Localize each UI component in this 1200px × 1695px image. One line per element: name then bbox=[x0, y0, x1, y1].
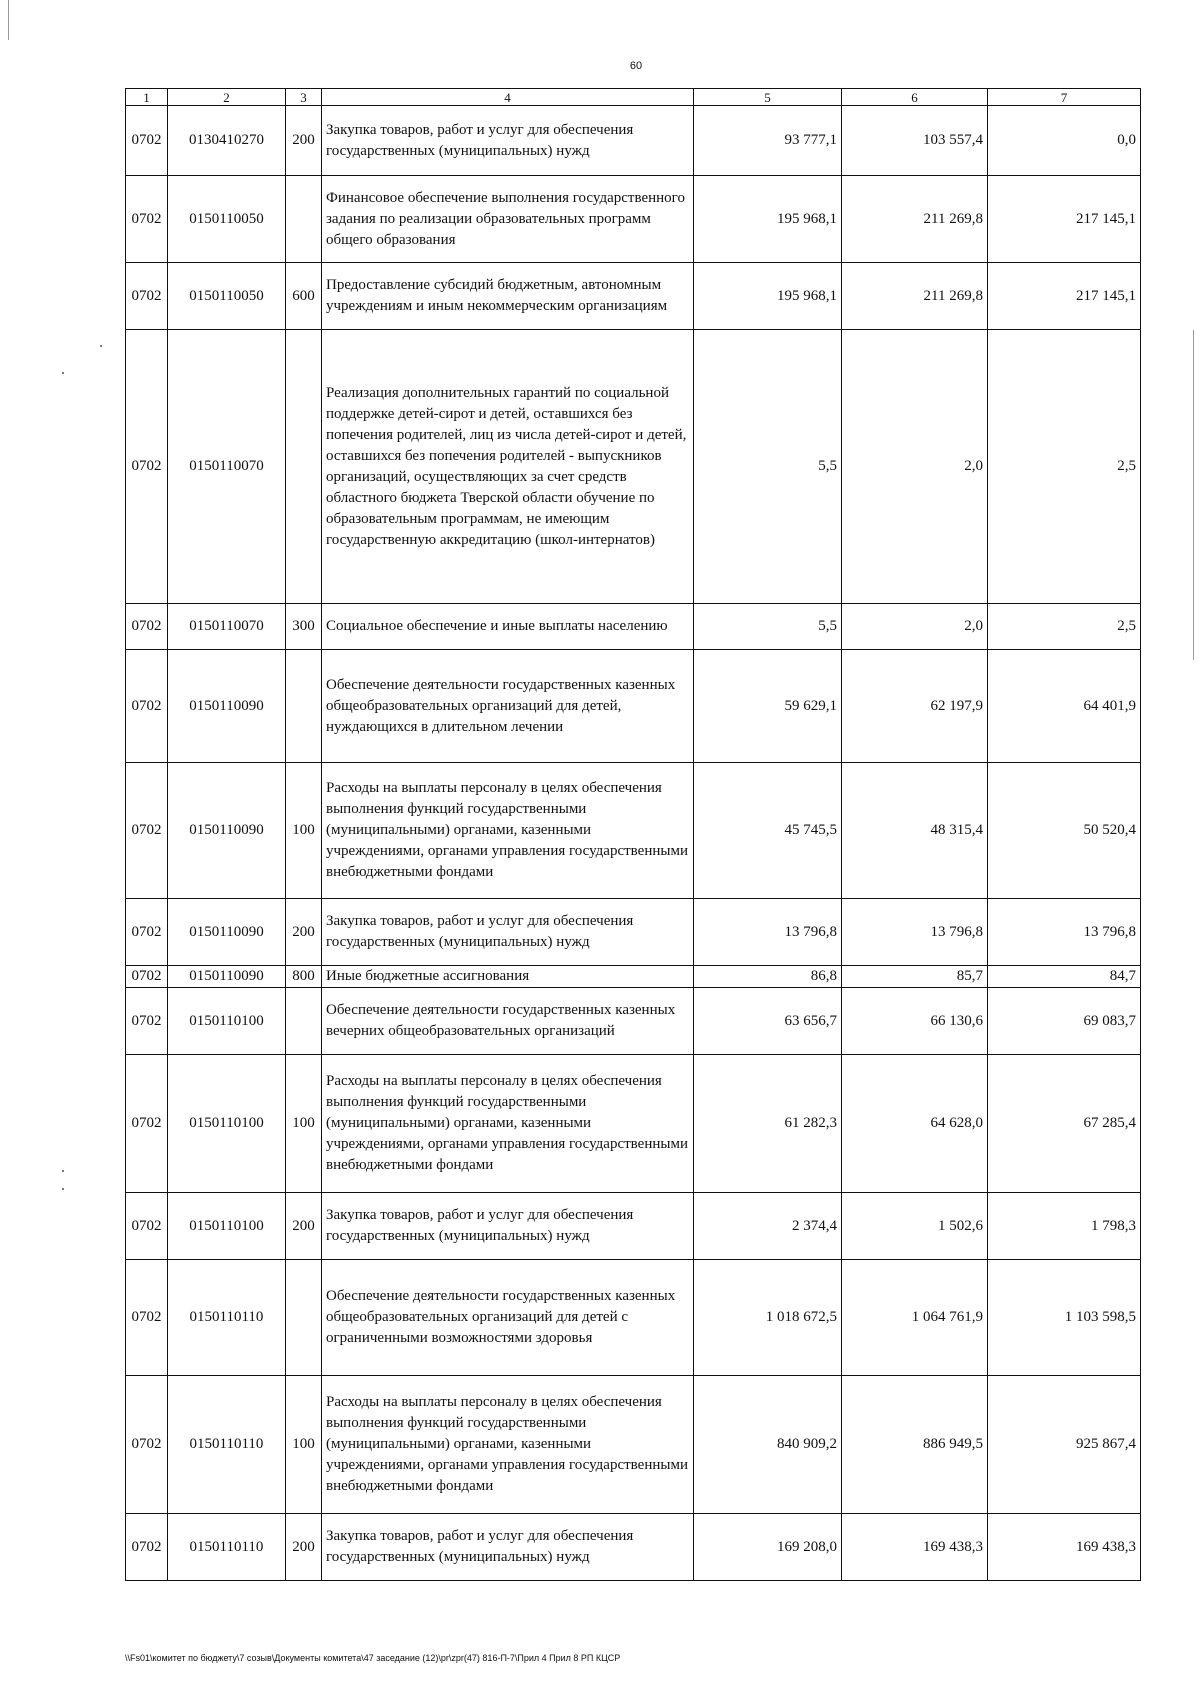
expense-name: Расходы на выплаты персоналу в целях обеспечения выполнения функций государственными (муниципальными) органами, казенными учреждениями, органами управления государственными внебюджетными фондами bbox=[322, 763, 694, 899]
section-code: 0702 bbox=[126, 1055, 168, 1193]
amount-year-2: 886 949,5 bbox=[842, 1376, 988, 1514]
table-row bbox=[126, 1514, 1141, 1581]
amount-year-3: 67 285,4 bbox=[988, 1055, 1141, 1193]
expense-name: Закупка товаров, работ и услуг для обеспечения государственных (муниципальных) нужд bbox=[322, 1193, 694, 1260]
table-row bbox=[126, 263, 1141, 330]
section-code: 0702 bbox=[126, 263, 168, 330]
expense-type-code: 100 bbox=[286, 1376, 322, 1514]
amount-year-2: 211 269,8 bbox=[842, 176, 988, 263]
column-number: 3 bbox=[286, 89, 322, 106]
expense-name: Финансовое обеспечение выполнения государственного задания по реализации образовательных программ общего образования bbox=[322, 176, 694, 263]
amount-year-1: 59 629,1 bbox=[694, 650, 842, 763]
amount-year-1: 86,8 bbox=[694, 966, 842, 988]
section-code: 0702 bbox=[126, 604, 168, 650]
expense-name: Социальное обеспечение и иные выплаты населению bbox=[322, 604, 694, 650]
scan-edge-line bbox=[1193, 330, 1194, 660]
expense-name: Расходы на выплаты персоналу в целях обеспечения выполнения функций государственными (муниципальными) органами, казенными учреждениями, органами управления государственными внебюджетными фондами bbox=[322, 1055, 694, 1193]
amount-year-3: 217 145,1 bbox=[988, 176, 1141, 263]
amount-year-2: 2,0 bbox=[842, 330, 988, 604]
amount-year-3: 1 798,3 bbox=[988, 1193, 1141, 1260]
amount-year-1: 840 909,2 bbox=[694, 1376, 842, 1514]
amount-year-3: 2,5 bbox=[988, 330, 1141, 604]
scan-edge-line bbox=[8, 0, 9, 40]
target-item-code: 0150110110 bbox=[168, 1260, 286, 1376]
amount-year-1: 45 745,5 bbox=[694, 763, 842, 899]
expense-name: Обеспечение деятельности государственных казенных общеобразовательных организаций для детей с ограниченными возможностями здоровья bbox=[322, 1260, 694, 1376]
section-code: 0702 bbox=[126, 1193, 168, 1260]
amount-year-1: 5,5 bbox=[694, 330, 842, 604]
expense-type-code: 100 bbox=[286, 1055, 322, 1193]
table-row bbox=[126, 176, 1141, 263]
section-code: 0702 bbox=[126, 176, 168, 263]
target-item-code: 0150110110 bbox=[168, 1376, 286, 1514]
expense-name: Закупка товаров, работ и услуг для обеспечения государственных (муниципальных) нужд bbox=[322, 106, 694, 176]
amount-year-2: 48 315,4 bbox=[842, 763, 988, 899]
table-row bbox=[126, 966, 1141, 988]
table-row bbox=[126, 988, 1141, 1055]
scan-speck bbox=[62, 372, 64, 374]
amount-year-2: 66 130,6 bbox=[842, 988, 988, 1055]
column-number: 5 bbox=[694, 89, 842, 106]
amount-year-1: 195 968,1 bbox=[694, 176, 842, 263]
scan-speck bbox=[62, 1170, 64, 1172]
amount-year-3: 50 520,4 bbox=[988, 763, 1141, 899]
target-item-code: 0150110100 bbox=[168, 1055, 286, 1193]
table-row bbox=[126, 106, 1141, 176]
target-item-code: 0150110070 bbox=[168, 604, 286, 650]
section-code: 0702 bbox=[126, 763, 168, 899]
amount-year-3: 169 438,3 bbox=[988, 1514, 1141, 1581]
section-code: 0702 bbox=[126, 1514, 168, 1581]
amount-year-1: 61 282,3 bbox=[694, 1055, 842, 1193]
amount-year-1: 195 968,1 bbox=[694, 263, 842, 330]
table-row bbox=[126, 330, 1141, 604]
file-path-footer: \\Fs01\комитет по бюджету\7 созыв\Документы комитета\47 заседание (12)\pr\zpr(47) 816-П-7\Прил 4 Прил 8 РП КЦСР bbox=[125, 1653, 621, 1663]
section-code: 0702 bbox=[126, 650, 168, 763]
column-number-row bbox=[126, 89, 1141, 106]
target-item-code: 0130410270 bbox=[168, 106, 286, 176]
target-item-code: 0150110070 bbox=[168, 330, 286, 604]
section-code: 0702 bbox=[126, 988, 168, 1055]
target-item-code: 0150110100 bbox=[168, 988, 286, 1055]
expense-name: Предоставление субсидий бюджетным, автономным учреждениям и иным некоммерческим организациям bbox=[322, 263, 694, 330]
section-code: 0702 bbox=[126, 966, 168, 988]
expense-type-code: 200 bbox=[286, 1193, 322, 1260]
amount-year-1: 5,5 bbox=[694, 604, 842, 650]
table-row bbox=[126, 604, 1141, 650]
expense-type-code bbox=[286, 330, 322, 604]
table-row bbox=[126, 1376, 1141, 1514]
expense-name: Обеспечение деятельности государственных казенных общеобразовательных организаций для детей, нуждающихся в длительном лечении bbox=[322, 650, 694, 763]
target-item-code: 0150110100 bbox=[168, 1193, 286, 1260]
expense-type-code bbox=[286, 1260, 322, 1376]
target-item-code: 0150110090 bbox=[168, 650, 286, 763]
expense-type-code bbox=[286, 176, 322, 263]
expense-name: Закупка товаров, работ и услуг для обеспечения государственных (муниципальных) нужд bbox=[322, 899, 694, 966]
column-number: 1 bbox=[126, 89, 168, 106]
amount-year-2: 1 064 761,9 bbox=[842, 1260, 988, 1376]
table-row bbox=[126, 650, 1141, 763]
amount-year-2: 103 557,4 bbox=[842, 106, 988, 176]
amount-year-1: 2 374,4 bbox=[694, 1193, 842, 1260]
amount-year-2: 62 197,9 bbox=[842, 650, 988, 763]
expense-type-code: 600 bbox=[286, 263, 322, 330]
expense-type-code: 200 bbox=[286, 1514, 322, 1581]
amount-year-3: 13 796,8 bbox=[988, 899, 1141, 966]
amount-year-3: 217 145,1 bbox=[988, 263, 1141, 330]
amount-year-3: 0,0 bbox=[988, 106, 1141, 176]
amount-year-1: 13 796,8 bbox=[694, 899, 842, 966]
column-number: 4 bbox=[322, 89, 694, 106]
table-row bbox=[126, 763, 1141, 899]
expense-type-code: 800 bbox=[286, 966, 322, 988]
section-code: 0702 bbox=[126, 106, 168, 176]
scan-speck bbox=[62, 1188, 64, 1190]
section-code: 0702 bbox=[126, 330, 168, 604]
expense-type-code: 200 bbox=[286, 899, 322, 966]
target-item-code: 0150110110 bbox=[168, 1514, 286, 1581]
column-number: 7 bbox=[988, 89, 1141, 106]
amount-year-3: 2,5 bbox=[988, 604, 1141, 650]
amount-year-3: 64 401,9 bbox=[988, 650, 1141, 763]
page-number: 60 bbox=[629, 60, 643, 72]
amount-year-2: 64 628,0 bbox=[842, 1055, 988, 1193]
amount-year-1: 169 208,0 bbox=[694, 1514, 842, 1581]
amount-year-2: 1 502,6 bbox=[842, 1193, 988, 1260]
amount-year-3: 84,7 bbox=[988, 966, 1141, 988]
expense-type-code: 100 bbox=[286, 763, 322, 899]
target-item-code: 0150110090 bbox=[168, 763, 286, 899]
amount-year-2: 85,7 bbox=[842, 966, 988, 988]
amount-year-3: 1 103 598,5 bbox=[988, 1260, 1141, 1376]
column-number: 2 bbox=[168, 89, 286, 106]
section-code: 0702 bbox=[126, 1260, 168, 1376]
amount-year-2: 211 269,8 bbox=[842, 263, 988, 330]
expense-type-code bbox=[286, 650, 322, 763]
expense-type-code bbox=[286, 988, 322, 1055]
budget-table bbox=[125, 88, 1141, 1581]
table-row bbox=[126, 899, 1141, 966]
expense-name: Реализация дополнительных гарантий по социальной поддержке детей-сирот и детей, оставшихся без попечения родителей, лиц из числа детей-сирот и детей, оставшихся без попечения родителей - выпускников организаций, осуществляющих за счет средств областного бюджета Тверской области обучение по образовательным программам, не имеющим государственную аккредитацию (школ-интернатов) bbox=[322, 330, 694, 604]
amount-year-1: 93 777,1 bbox=[694, 106, 842, 176]
amount-year-2: 2,0 bbox=[842, 604, 988, 650]
amount-year-2: 169 438,3 bbox=[842, 1514, 988, 1581]
amount-year-1: 63 656,7 bbox=[694, 988, 842, 1055]
amount-year-3: 925 867,4 bbox=[988, 1376, 1141, 1514]
amount-year-1: 1 018 672,5 bbox=[694, 1260, 842, 1376]
target-item-code: 0150110050 bbox=[168, 263, 286, 330]
target-item-code: 0150110090 bbox=[168, 966, 286, 988]
expense-type-code: 300 bbox=[286, 604, 322, 650]
target-item-code: 0150110050 bbox=[168, 176, 286, 263]
expense-type-code: 200 bbox=[286, 106, 322, 176]
expense-name: Иные бюджетные ассигнования bbox=[322, 966, 694, 988]
section-code: 0702 bbox=[126, 899, 168, 966]
expense-name: Обеспечение деятельности государственных казенных вечерних общеобразовательных организаций bbox=[322, 988, 694, 1055]
section-code: 0702 bbox=[126, 1376, 168, 1514]
table-row bbox=[126, 1193, 1141, 1260]
expense-name: Расходы на выплаты персоналу в целях обеспечения выполнения функций государственными (муниципальными) органами, казенными учреждениями, органами управления государственными внебюджетными фондами bbox=[322, 1376, 694, 1514]
scan-speck bbox=[100, 345, 102, 347]
target-item-code: 0150110090 bbox=[168, 899, 286, 966]
amount-year-3: 69 083,7 bbox=[988, 988, 1141, 1055]
expense-name: Закупка товаров, работ и услуг для обеспечения государственных (муниципальных) нужд bbox=[322, 1514, 694, 1581]
amount-year-2: 13 796,8 bbox=[842, 899, 988, 966]
column-number: 6 bbox=[842, 89, 988, 106]
table-row bbox=[126, 1055, 1141, 1193]
table-row bbox=[126, 1260, 1141, 1376]
